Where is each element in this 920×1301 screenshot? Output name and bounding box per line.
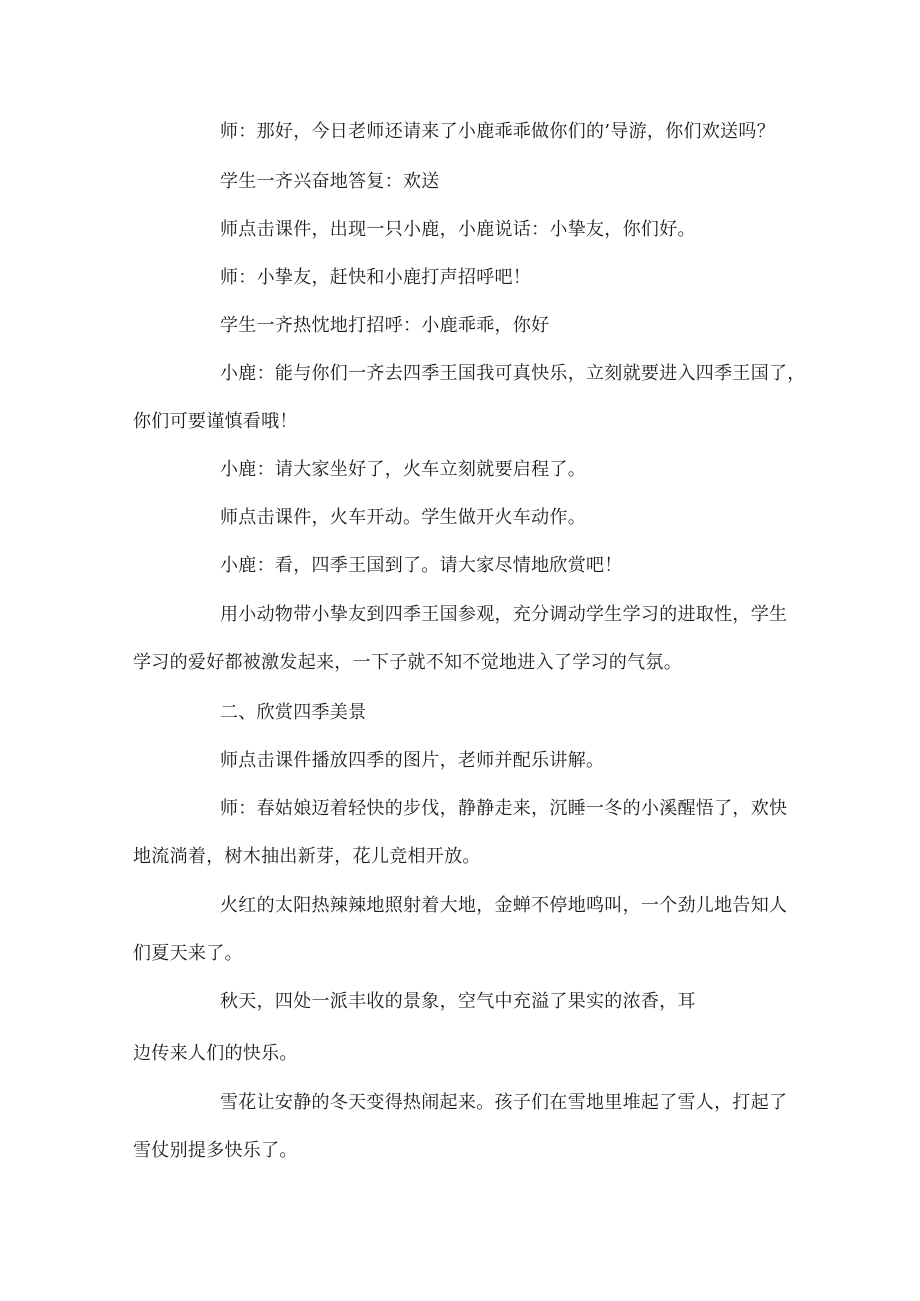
paragraph-greet-deer: 师：小挚友，赶快和小鹿打声招呼吧！ — [220, 267, 532, 288]
paragraph-autumn-line2: 边传来人们的快乐。 — [133, 1043, 298, 1064]
paragraph-spring-line2: 地流淌着，树木抽出新芽，花儿竞相开放。 — [133, 846, 481, 867]
section-heading-seasons: 二、欣赏四季美景 — [220, 702, 367, 723]
paragraph-students-greet: 学生一齐热忱地打招呼：小鹿乖乖，你好 — [220, 315, 550, 336]
paragraph-students-reply: 学生一齐兴奋地答复：欢送 — [220, 171, 440, 192]
paragraph-teacher-intro-guide: 师：那好，今日老师还请来了小鹿乖乖做你们的’导游，你们欢送吗？ — [220, 121, 776, 142]
paragraph-deer-train: 小鹿：请大家坐好了，火车立刻就要启程了。 — [220, 459, 586, 480]
paragraph-play-pictures: 师点击课件播放四季的图片，老师并配乐讲解。 — [220, 750, 605, 771]
paragraph-summer-line2: 们夏天来了。 — [133, 943, 243, 964]
paragraph-autumn-line1: 秋天，四处一派丰收的景象，空气中充溢了果实的浓香，耳 — [220, 991, 696, 1012]
paragraph-winter-line2: 雪仗别提多快乐了。 — [133, 1140, 298, 1161]
paragraph-deer-arrive: 小鹿：看，四季王国到了。请大家尽情地欣赏吧！ — [220, 555, 623, 576]
paragraph-deer-speech-line2: 你们可要谨慎看哦！ — [133, 411, 298, 432]
paragraph-summer-line1: 火红的太阳热辣辣地照射着大地，金蝉不停地鸣叫，一个劲儿地告知人 — [220, 895, 788, 916]
paragraph-train-start: 师点击课件，火车开动。学生做开火车动作。 — [220, 507, 586, 528]
paragraph-courseware-deer: 师点击课件，出现一只小鹿，小鹿说话：小挚友，你们好。 — [220, 219, 696, 240]
paragraph-analysis-line2: 学习的爱好都被激发起来，一下子就不知不觉地进入了学习的气氛。 — [133, 652, 682, 673]
paragraph-spring-line1: 师：春姑娘迈着轻快的步伐，静静走来，沉睡一冬的小溪醒悟了，欢快 — [220, 798, 788, 819]
paragraph-deer-speech-line1: 小鹿：能与你们一齐去四季王国我可真快乐，立刻就要进入四季王国了， — [220, 363, 806, 384]
paragraph-analysis-line1: 用小动物带小挚友到四季王国参观，充分调动学生学习的进取性，学生 — [220, 604, 788, 625]
paragraph-winter-line1: 雪花让安静的冬天变得热闹起来。孩子们在雪地里堆起了雪人，打起了 — [220, 1092, 788, 1113]
